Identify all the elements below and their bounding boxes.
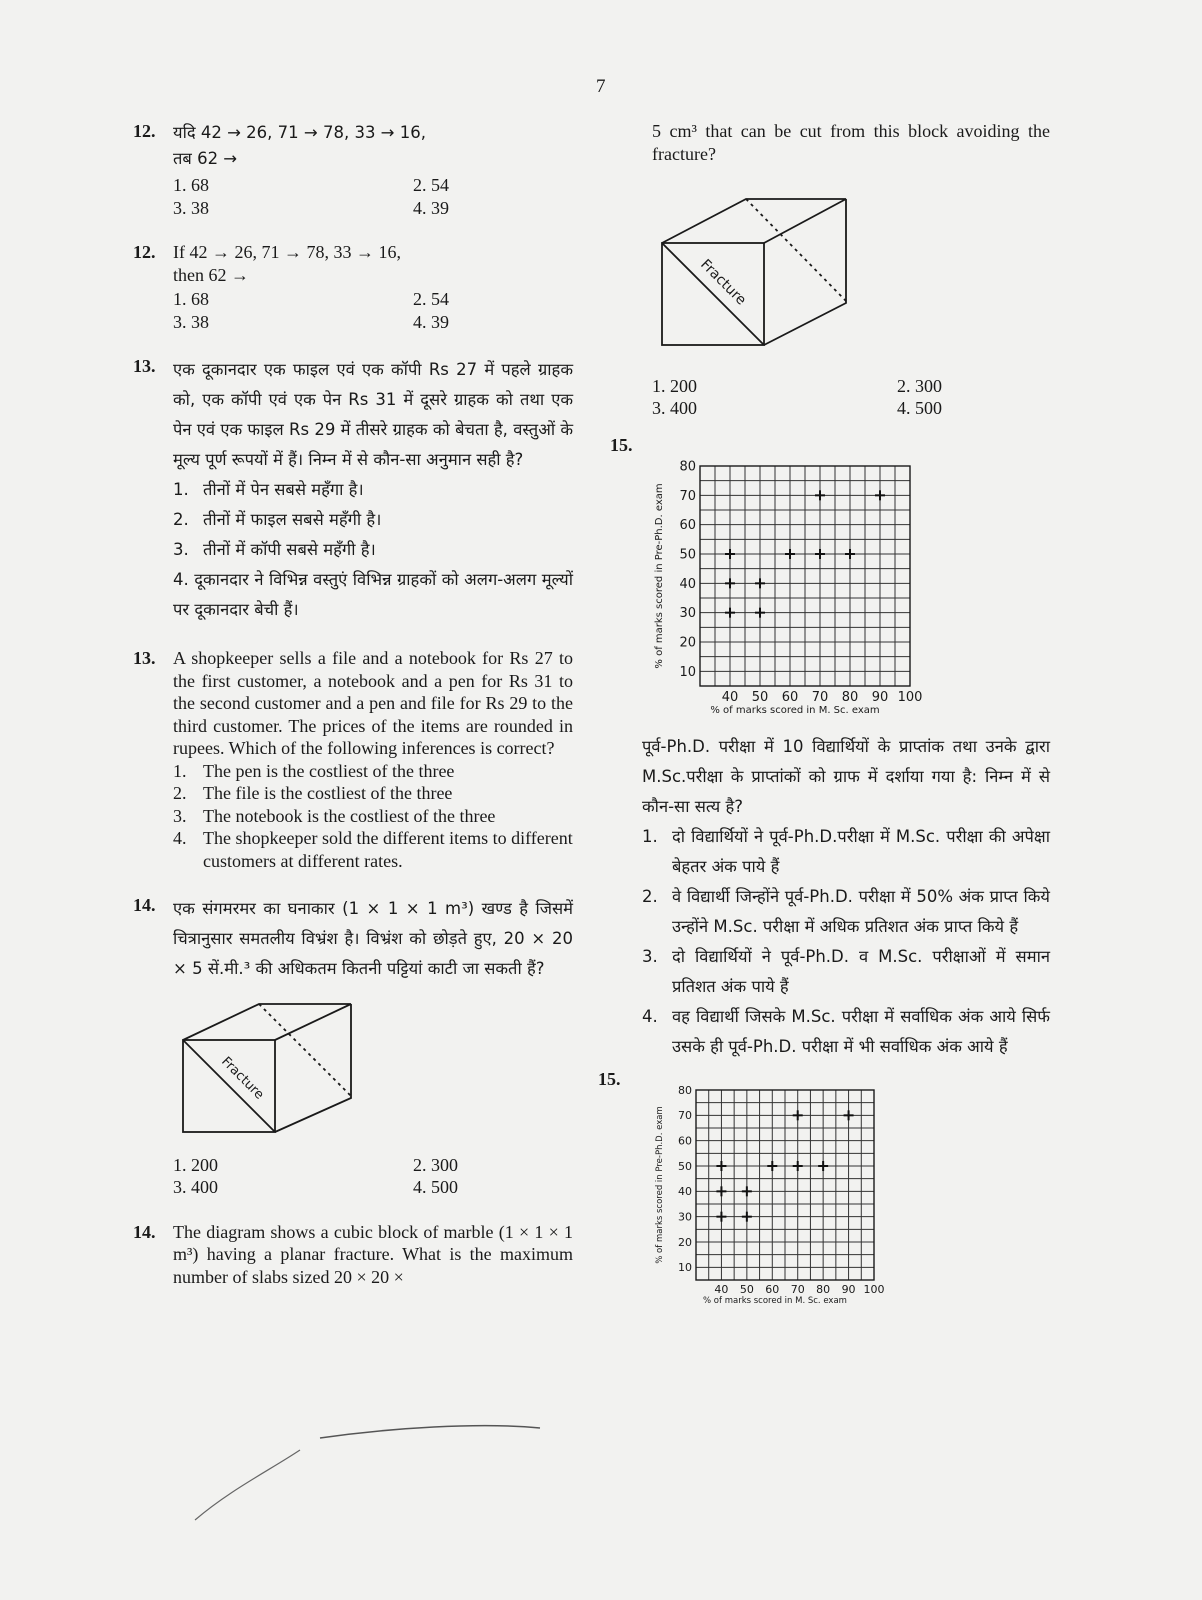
y-tick-label: 50 [679, 547, 696, 563]
y-axis-label: % of marks scored in Pre-Ph.D. exam [655, 1106, 665, 1264]
data-point [815, 490, 825, 500]
data-point [875, 490, 885, 500]
cube-top-face [183, 1004, 351, 1040]
question-number: 14. [133, 1221, 156, 1242]
y-tick-label: 60 [678, 1134, 692, 1148]
option-number: 3. [173, 540, 189, 559]
question-number: 13. [133, 648, 156, 668]
question-number: 15. [598, 1068, 621, 1089]
options-list [173, 475, 573, 625]
x-tick-label: 50 [739, 1283, 754, 1296]
question-14-hindi [133, 894, 573, 1199]
fracture-label: Fracture [218, 1054, 267, 1103]
question-stem-continued: 5 cm³ that can be cut from this block avoiding the fracture? [652, 121, 1050, 164]
scatter-chart-1 [650, 454, 950, 724]
data-point [845, 549, 855, 559]
data-point [755, 578, 765, 588]
question-stem: एक दूकानदार एक फाइल एवं एक कॉपी Rs 27 में पहले ग्राहक को, एक कॉपी एवं एक पेन Rs 31 में दूसरे ग्राहक को तथा एक पेन एवं एक फाइल Rs 29 में तीसरे ग्राहक को बेचता है, वस्तुओं के मूल्य पूर्ण रूपयों में हैं। निम्न में से कौन-सा अनुमान सही है? [173, 360, 573, 469]
option-number: 1. [642, 826, 658, 846]
data-point [818, 1161, 828, 1171]
y-tick-label: 20 [678, 1235, 692, 1249]
option-2 [173, 782, 573, 805]
data-point [793, 1161, 803, 1171]
option-2: 2. 54 [413, 289, 449, 309]
x-tick-label: 80 [816, 1283, 831, 1296]
x-tick-label: 80 [841, 690, 859, 705]
option-text: तीनों में पेन सबसे महँगा है। [203, 480, 364, 499]
x-axis-label: % of marks scored in M. Sc. exam [703, 1296, 847, 1306]
question-line: तब 62 → [173, 149, 238, 168]
option-text: वह विद्यार्थी जिसके M.Sc. परीक्षा में सर्वाधिक अंक आये सिर्फ उसके ही पूर्व-Ph.D. परीक्षा में भी सर्वाधिक अंक आये हैं [672, 1006, 1050, 1056]
y-tick-label: 60 [679, 518, 696, 534]
option-text: The file is the costliest of the three [203, 783, 453, 803]
x-tick-label: 70 [790, 1283, 805, 1296]
data-point [716, 1186, 726, 1196]
page-number: 7 [596, 76, 606, 97]
option-text: दो विद्यार्थियों ने पूर्व-Ph.D.परीक्षा में M.Sc. परीक्षा की अपेक्षा बेहतर अंक पाये हैं [672, 826, 1050, 876]
question-14-english [133, 1221, 573, 1289]
question-15-hindi-figure [598, 1068, 1050, 1333]
question-13-hindi [133, 355, 573, 625]
question-number: 12. [133, 121, 156, 141]
option-text: दो विद्यार्थियों ने पूर्व-Ph.D. व M.Sc. परीक्षाओं में समान प्रतिशत अंक पाये हैं [672, 946, 1050, 996]
question-15-hindi [610, 732, 1050, 1062]
left-column [133, 120, 573, 1288]
option-number: 1. [173, 480, 189, 499]
x-tick-label: 50 [751, 690, 769, 705]
option-number: 3. [173, 805, 187, 826]
x-tick-label: 90 [841, 1283, 856, 1296]
pen-stroke-mark [190, 1420, 550, 1530]
fracture-label: Fracture [697, 256, 750, 309]
option-3: 3. 400 [173, 1177, 218, 1197]
option-3: 3. 400 [652, 398, 697, 418]
option-3 [173, 535, 573, 565]
option-2: 2. 54 [413, 175, 449, 195]
option-1: 1. 68 [173, 289, 209, 309]
option-number: 4. [642, 1006, 658, 1026]
option-3 [642, 942, 1050, 1002]
question-number: 15. [610, 434, 633, 455]
options-grid [173, 1154, 573, 1199]
question-number: 14. [133, 895, 156, 915]
y-axis-label: % of marks scored in Pre-Ph.D. exam [654, 483, 665, 669]
option-4: 4. 39 [413, 311, 449, 332]
options-list [173, 760, 573, 873]
question-12-hindi [133, 120, 573, 219]
question-stem: A shopkeeper sells a file and a notebook for Rs 27 to the first customer, a notebook and a pen for Rs 31 to the second customer and a pen and file for Rs 29 to the third customer. The prices of the items are rounded in rupees. Which of the following inferences is correct? [173, 648, 573, 758]
question-14-english-continued [610, 120, 1050, 420]
option-text: The notebook is the costliest of the three [203, 805, 496, 826]
data-point [755, 608, 765, 618]
option-text: वे विद्यार्थी जिन्होंने पूर्व-Ph.D. परीक्षा में 50% अंक प्राप्त किये उन्होंने M.Sc. परीक्षा में अधिक प्रतिशत अंक प्राप्त किये हैं [672, 886, 1050, 936]
option-text: दूकानदार ने विभिन्न वस्तुएं विभिन्न ग्राहकों को अलग-अलग मूल्यों पर दूकानदार बेची हैं। [173, 570, 573, 619]
y-tick-label: 80 [679, 459, 696, 475]
data-point [793, 1110, 803, 1120]
question-15-english [610, 434, 1050, 730]
option-text: तीनों में फाइल सबसे महँगी है। [203, 510, 382, 529]
y-tick-label: 30 [679, 606, 696, 622]
data-point [767, 1161, 777, 1171]
cube-figure [660, 197, 1050, 355]
question-line: then 62 → [173, 264, 249, 285]
data-point [725, 608, 735, 618]
data-point [725, 578, 735, 588]
option-number: 3. [642, 946, 658, 966]
x-tick-label: 40 [721, 690, 739, 705]
data-point [785, 549, 795, 559]
question-12-english [133, 241, 573, 333]
option-number: 2. [173, 783, 187, 803]
scatter-chart-2 [650, 1082, 920, 1327]
option-1 [173, 475, 573, 505]
y-tick-label: 30 [678, 1210, 692, 1224]
option-number: 2. [173, 510, 189, 529]
options-grid [173, 288, 573, 333]
x-tick-label: 100 [863, 1283, 885, 1296]
question-number: 12. [133, 242, 156, 262]
y-tick-label: 70 [678, 1109, 692, 1123]
option-1 [173, 760, 573, 783]
option-2: 2. 300 [897, 375, 942, 396]
y-tick-label: 40 [678, 1185, 692, 1199]
question-stem: एक संगमरमर का घनाकार (1 × 1 × 1 m³) खण्ड है जिसमें चित्रानुसार समतलीय विभ्रंश है। विभ्रंश को छोड़ते हुए, 20 × 20 × 5 सें.मी.³ की अधिकतम कितनी पट्टियां काटी जा सकती हैं? [173, 899, 573, 978]
option-2 [173, 505, 573, 535]
option-1: 1. 68 [173, 175, 209, 195]
options-grid [652, 375, 1050, 420]
option-4: 4. 500 [897, 398, 942, 418]
question-stem: The diagram shows a cubic block of marble (1 × 1 × 1 m³) having a planar fracture. What is the maximum number of slabs sized 20 × 20 × [173, 1221, 573, 1287]
question-number: 13. [133, 356, 156, 376]
option-text: The pen is the costliest of the three [203, 760, 455, 781]
option-4 [173, 827, 573, 872]
y-tick-label: 70 [679, 488, 696, 504]
y-tick-label: 20 [679, 635, 696, 651]
cube-side-edges [275, 1004, 351, 1132]
x-tick-label: 100 [897, 690, 923, 705]
option-2 [642, 882, 1050, 942]
option-3: 3. 38 [173, 311, 209, 332]
option-number: 2. [642, 886, 658, 906]
y-tick-label: 10 [679, 664, 696, 680]
hidden-fracture-line [746, 199, 846, 301]
question-line: If 42 → 26, 71 → 78, 33 → 16, [173, 242, 401, 262]
x-axis-label: % of marks scored in M. Sc. exam [710, 705, 880, 716]
right-column [598, 120, 1050, 1333]
x-tick-label: 40 [714, 1283, 729, 1296]
x-tick-label: 60 [781, 690, 799, 705]
hidden-fracture-line [259, 1004, 351, 1096]
fractured-cube-diagram [660, 197, 850, 349]
data-point [742, 1186, 752, 1196]
option-text: The shopkeeper sold the different items to different customers at different rates. [203, 828, 573, 871]
question-line: यदि 42 → 26, 71 → 78, 33 → 16, [173, 123, 426, 142]
option-number: 4. [173, 570, 189, 589]
data-point [716, 1212, 726, 1222]
options-list [642, 822, 1050, 1062]
x-tick-label: 90 [871, 690, 889, 705]
option-2: 2. 300 [413, 1154, 458, 1175]
data-point [815, 549, 825, 559]
data-point [844, 1110, 854, 1120]
option-4 [642, 1002, 1050, 1062]
data-point [716, 1161, 726, 1171]
options-grid [173, 174, 573, 219]
option-1: 1. 200 [173, 1154, 218, 1175]
option-3 [173, 805, 573, 828]
y-tick-label: 80 [678, 1083, 692, 1097]
option-text: तीनों में कॉपी सबसे महँगी है। [203, 540, 376, 559]
data-point [742, 1212, 752, 1222]
option-4: 4. 39 [413, 197, 449, 218]
fractured-cube-diagram [181, 1002, 361, 1142]
option-number: 1. [173, 760, 187, 781]
cube-figure [181, 1002, 573, 1148]
option-4: 4. 500 [413, 1177, 458, 1197]
y-tick-label: 40 [679, 576, 696, 592]
question-13-english [133, 647, 573, 872]
question-stem: पूर्व-Ph.D. परीक्षा में 10 विद्यार्थियों के प्राप्तांक तथा उनके द्वारा M.Sc.परीक्षा के प्राप्तांकों को ग्राफ में दर्शाया गया है: निम्न में से कौन-सा सत्य है? [642, 736, 1050, 816]
option-1 [642, 822, 1050, 882]
fracture-line [662, 243, 764, 345]
option-4 [173, 565, 573, 625]
cube-top-face [662, 199, 846, 243]
y-tick-label: 50 [678, 1159, 692, 1173]
y-tick-label: 10 [678, 1261, 692, 1275]
option-number: 4. [173, 828, 187, 848]
option-3: 3. 38 [173, 197, 209, 218]
data-point [725, 549, 735, 559]
x-tick-label: 70 [811, 690, 829, 705]
option-1: 1. 200 [652, 375, 697, 396]
x-tick-label: 60 [765, 1283, 780, 1296]
